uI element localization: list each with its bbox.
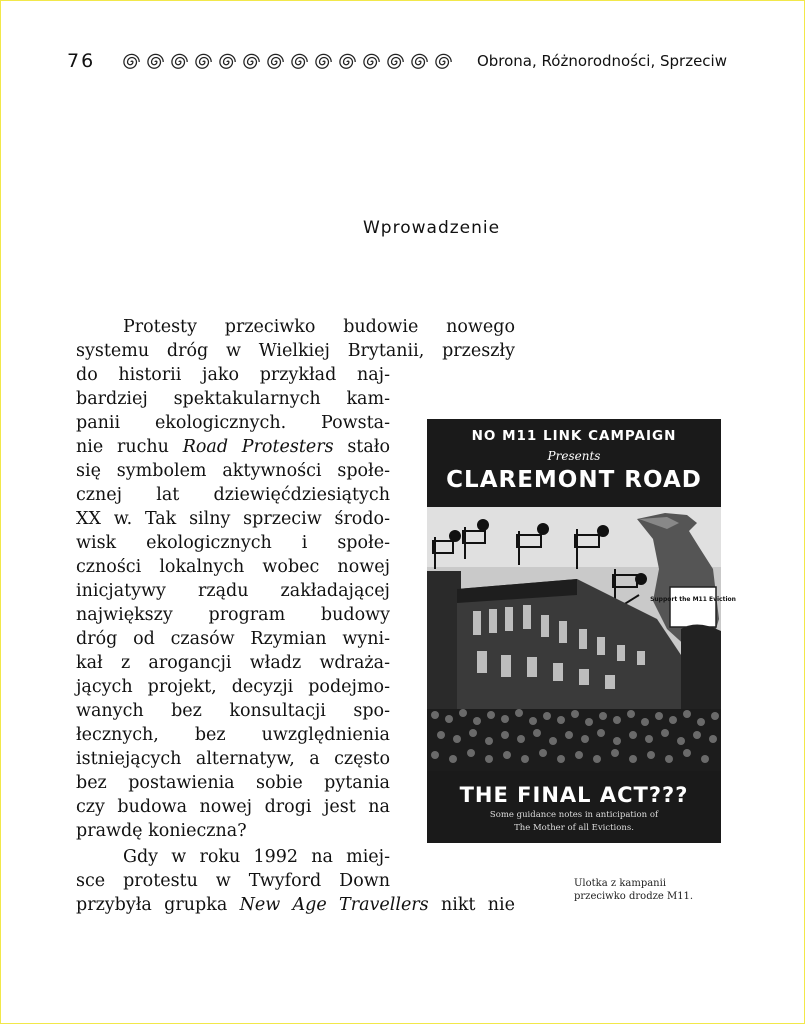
spiral-ornament-icon [267, 53, 285, 71]
spiral-ornament-icon [315, 53, 333, 71]
spiral-ornament-icon [243, 53, 261, 71]
text-line: jących projekt, decyzji podejmo- [76, 677, 390, 697]
text-line: Protesty przeciwko budowie nowego [123, 317, 515, 337]
running-title: Obrona, Różnorodności, Sprzeciw [476, 52, 727, 70]
spiral-ornament-icon [123, 53, 141, 71]
caption-line: przeciwko drodze M11. [574, 891, 694, 902]
text-line: systemu dróg w Wielkiej Brytanii, przeszły [76, 341, 515, 361]
poster-title: CLAREMONT ROAD [446, 467, 702, 493]
text-line: panii ekologicznych. Powsta- [76, 413, 390, 433]
spiral-ornament-icon [435, 53, 453, 71]
text-run: nie ruchu [76, 437, 183, 457]
spiral-ornament-icon [195, 53, 213, 71]
text-line: czy budowa nowej drogi jest na [76, 797, 390, 817]
text-line: istniejących alternatyw, a często [76, 749, 390, 769]
text-line: dróg od czasów Rzymian wyni- [76, 629, 390, 649]
poster-subtitle: Some guidance notes in anticipation of [489, 810, 659, 820]
text-run: nikt nie [428, 895, 515, 915]
text-line: łecznych, bez uwzględnienia [76, 725, 390, 745]
spiral-ornament-icon [387, 53, 405, 71]
page-header [67, 50, 727, 74]
spiral-ornament-row [123, 53, 453, 71]
image-caption [574, 877, 734, 903]
text-line: największy program budowy [76, 605, 390, 625]
poster-final-act: THE FINAL ACT??? [459, 783, 689, 807]
text-line: inicjatywy rządu zakładającej [76, 581, 390, 601]
poster-campaign: NO M11 LINK CAMPAIGN [471, 428, 677, 444]
text-line: XX w. Tak silny sprzeciw środo- [76, 509, 390, 529]
text-line: wisk ekologicznych i społe- [76, 533, 390, 553]
text-line: bez postawienia sobie pytania [76, 773, 390, 793]
text-line: czności lokalnych wobec nowej [76, 557, 390, 577]
spiral-ornament-icon [339, 53, 357, 71]
section-title: Wprowadzenie [363, 218, 501, 238]
text-run: stało [333, 437, 390, 457]
italic-term: New Age Travellers [239, 895, 429, 915]
text-line: wanych bez konsultacji spo- [76, 701, 390, 721]
text-line: się symbolem aktywności społe- [76, 461, 390, 481]
poster-presents: Presents [547, 449, 601, 463]
italic-term: Road Protesters [182, 437, 334, 457]
text-line: cznej lat dziewięćdziesiątych [76, 485, 390, 505]
text-line: Gdy w roku 1992 na miej- [123, 847, 390, 867]
text-line: kał z arogancji władz wdraża- [76, 653, 390, 673]
caption-line: Ulotka z kampanii [574, 878, 667, 889]
text-line [76, 893, 515, 917]
spiral-ornament-icon [363, 53, 381, 71]
text-line [76, 435, 390, 459]
page-number: 76 [67, 50, 96, 72]
campaign-poster-image [427, 419, 736, 843]
text-run: przybyła grupka [76, 895, 240, 915]
spiral-ornament-icon [171, 53, 189, 71]
text-line: prawdę konieczna? [76, 821, 247, 841]
spiral-ornament-icon [147, 53, 165, 71]
poster-sign-text: Support the M11 Eviction [650, 596, 736, 603]
spiral-ornament-icon [219, 53, 237, 71]
text-line: sce protestu w Twyford Down [76, 871, 390, 891]
text-line: bardziej spektakularnych kam- [76, 389, 390, 409]
poster-subtitle: The Mother of all Evictions. [514, 823, 634, 833]
text-line: do historii jako przykład naj- [76, 365, 390, 385]
spiral-ornament-icon [411, 53, 429, 71]
spiral-ornament-icon [291, 53, 309, 71]
